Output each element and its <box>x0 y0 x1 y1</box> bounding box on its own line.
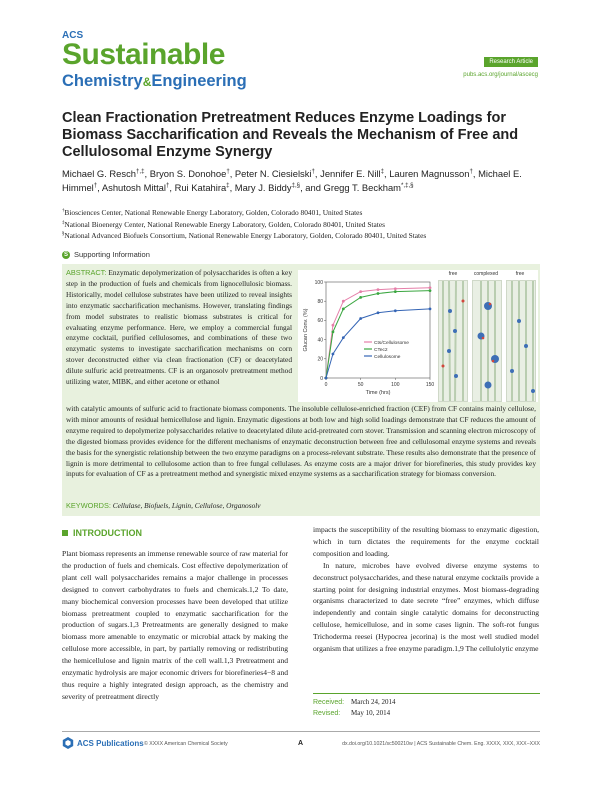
author-affiliation-mark: † <box>93 181 98 189</box>
panel-label-complexed: complexed <box>473 271 499 277</box>
article-type-badge: Research Article <box>484 57 538 67</box>
panel-free-fibers-2 <box>506 280 536 402</box>
supporting-info-icon: S <box>63 251 68 258</box>
y-tick-label: 100 <box>314 279 323 286</box>
y-tick-label: 60 <box>317 318 323 325</box>
revised-date: May 10, 2014 <box>351 709 391 717</box>
abstract-label: ABSTRACT: <box>66 268 107 277</box>
y-tick-label: 20 <box>317 356 323 363</box>
author-name: Jennifer E. Nill <box>320 168 381 179</box>
author-affiliation-mark: † <box>165 181 170 189</box>
legend-label: Cellulosome <box>374 354 401 360</box>
acs-publications-logo[interactable]: ACS Publications <box>62 737 144 749</box>
author-name: Rui Katahira <box>174 182 227 193</box>
author-affiliation-mark: ‡ <box>380 167 384 175</box>
data-point <box>429 289 432 292</box>
author-name: Michael G. Resch <box>62 168 136 179</box>
abstract-box <box>62 264 540 516</box>
data-point <box>359 296 362 299</box>
received-date: March 24, 2014 <box>351 698 396 706</box>
author-name: and Gregg T. Beckham <box>305 182 401 193</box>
y-tick-label: 40 <box>317 337 323 344</box>
affiliations <box>62 207 542 242</box>
y-tick-label: 80 <box>317 299 323 305</box>
data-point <box>394 309 397 312</box>
affiliation-line: ‡National Bioenergy Center, National Renewable Energy Laboratory, Golden, Colorado 80401, United States <box>62 219 385 229</box>
received-dates <box>313 693 540 719</box>
right-column <box>313 524 539 655</box>
page-footer <box>62 731 540 751</box>
logo-chemistry-engineering: Chemistry&Engineering <box>62 72 247 90</box>
revised-label: Revised: <box>313 710 341 717</box>
keywords-list: Cellulase, Biofuels, Lignin, Cellulose, Organosolv <box>112 501 261 510</box>
author-affiliation-mark: ‡ <box>226 181 230 189</box>
panel-free-fibers <box>438 280 468 402</box>
logo-sustainable: Sustainable <box>62 38 225 71</box>
paragraph: impacts the susceptibility of the resulting biomass to enzymatic digestion, which in turn dictates the requirements for the enzyme cocktail composition and loading. <box>313 525 539 558</box>
copyright: © XXXX American Chemical Society <box>144 741 228 747</box>
left-column <box>62 548 288 703</box>
data-point <box>332 353 335 356</box>
data-point <box>377 292 380 295</box>
data-point <box>429 286 432 289</box>
received-label: Received: <box>313 699 345 706</box>
author-affiliation-mark: *,‡,§ <box>401 181 414 189</box>
author-affiliation-mark: † <box>226 167 230 175</box>
data-point <box>342 300 345 303</box>
x-tick-label: 150 <box>425 382 435 388</box>
author-affiliation-mark: † <box>311 167 315 175</box>
data-point <box>359 317 362 320</box>
article-title: Clean Fractionation Pretreatment Reduces Enzyme Loadings for Biomass Saccharification and Reveals the Mechanism of Free and Cellulosomal Enzyme Synergy <box>62 110 519 160</box>
logo-acs: ACS <box>62 30 84 41</box>
data-point <box>342 336 345 339</box>
author-list: Michael G. Resch†,‡, Bryon S. Donohoe†, Peter N. Ciesielski†, Jennifer E. Nill‡, Lauren Magnusson†, Michael E. Himmel†, Ashutosh Mittal†, Rui Katahira‡, Mary J. Biddy‡,§, and Gregg T. Beckham*,‡,§ <box>62 167 522 193</box>
journal-url-link[interactable]: pubs.acs.org/journal/ascecg <box>463 72 538 78</box>
section-square-icon <box>62 530 68 536</box>
data-point <box>332 324 335 327</box>
abstract-full: with catalytic amounts of sulfuric acid to fractionate biomass components. The insoluble cellulose-enriched fraction (CEF) from CF contains mainly cellulose, with minor amounts of residual hemicellulose and lignin. Enzymatic digestions at both low and high solid loadings demonstrate that CF reduces the amount of enzyme required to depolymerize polysaccharides relative to deacetylated dilute acid-pretreated corn stover. Transmission and scanning electron microscopy of the digested biomass provides evidence for the different mechanisms of enzymatic deconstruction between free and cellulosomal enzyme systems and reveals the basis for the synergistic relationship between the two enzyme paradigms on a process-relevant substrate. These results also demonstrate that the presence of lignin is more detrimental to cellulosome action than to free fungal cellulases. As enzyme costs are a major driver for biorefineries, this study provides key inputs for evaluation of CF as a pretreatment method and synergistic mixed enzyme systems as a saccharification strategy for biomass conversion. <box>66 404 536 479</box>
author-name: Peter N. Ciesielski <box>234 168 312 179</box>
author-affiliation-mark: †,‡ <box>135 167 145 175</box>
x-axis-label: Time (hrs) <box>365 390 391 396</box>
abstract-narrow: ABSTRACT: Enzymatic depolymerization of polysaccharides is often a key step in the production of fuels and chemicals from lignocellulosic biomass. Historically, model cellulose substrates have been utilized to reveal insights into enzymatic saccharification mechanisms. However, translating findings from model substrates to realistic biomass substrates is critical for evaluating enzyme performance. Here, we employ a commercial fungal enzyme cocktail, purified cellulosomes, and combinations of these two enzymatic systems to investigate saccharification mechanisms on corn stover deconstructed either via clean fractionation (CF) or deacetylated dilute sulfuric acid pretreatments. CF is an organosolv pretreatment method utilizing water, MIBK, and either acetone or ethanol <box>66 268 292 387</box>
author-affiliation-mark: ‡,§ <box>291 181 301 189</box>
acs-hexagon-icon <box>62 737 74 749</box>
data-point <box>377 311 380 314</box>
data-point <box>359 290 362 293</box>
panel-complexed-fibers <box>472 280 502 402</box>
author-name: Lauren Magnusson <box>389 168 470 179</box>
data-point <box>332 331 335 334</box>
author-name: Michael E. Himmel <box>62 168 522 193</box>
affiliation-line: §National Advanced Biofuels Consortium, National Renewable Energy Laboratory, Golden, Colorado 80401, United States <box>62 231 427 240</box>
data-point <box>342 307 345 310</box>
data-point <box>325 377 328 380</box>
legend-label: CTec2 <box>374 347 388 353</box>
author-name: Ashutosh Mittal <box>101 182 166 193</box>
y-axis-label: Glucan Conv. (%) <box>303 308 309 352</box>
author-name: Bryon S. Donohoe <box>149 168 227 179</box>
doi-link[interactable]: dx.doi.org/10.1021/sc500210w | ACS Sustainable Chem. Eng. XXXX, XXX, XXX−XXX <box>342 741 540 747</box>
introduction-heading: INTRODUCTION <box>62 528 142 538</box>
supporting-information-link[interactable]: S Supporting Information <box>63 250 150 259</box>
paragraph: In nature, microbes have evolved diverse enzyme systems to deconstruct polysaccharides, and these natural enzyme cocktails provide a starting point for designing industrial enzymes. Most biomass-degrading organisms characterized to date secrete “free” enzymes, which diffuse independently and contain single catalytic domains for deconstructing cellulose, hemicellulose, and in some cases lignin. The soft-rot fungus Trichoderma reesei (Hypocrea jecorina) is the most well studied model organism that utilizes a free enzyme paradigm.1,9 The cellulolytic enzyme <box>313 560 539 654</box>
panel-label-free: free <box>448 271 458 277</box>
page-number: A <box>298 740 304 747</box>
data-point <box>377 288 380 291</box>
panel-label-free-2: free <box>515 271 525 277</box>
keywords <box>66 501 536 510</box>
legend-label: Cts/Cellulosome <box>374 340 409 346</box>
x-tick-label: 50 <box>357 382 364 388</box>
glucan-conversion-chart <box>298 270 438 402</box>
toc-graphic <box>298 270 538 402</box>
y-tick-label: 0 <box>320 375 323 382</box>
affiliation-line: †Biosciences Center, National Renewable Energy Laboratory, Golden, Colorado 80401, United States <box>62 208 363 217</box>
author-affiliation-mark: † <box>469 167 473 175</box>
data-point <box>394 287 397 290</box>
author-name: Mary J. Biddy <box>234 182 292 193</box>
microscopy-panels <box>438 270 538 402</box>
journal-logo <box>62 30 247 92</box>
data-point <box>394 290 397 293</box>
keywords-label: KEYWORDS: <box>66 501 111 510</box>
data-point <box>429 307 432 310</box>
paragraph: Plant biomass represents an immense renewable source of raw material for the production of fuels and chemicals. Cost effective depolymerization of plant cell wall polysaccharides remains a major challenge in processes designed to convert carbohydrates to fuels and chemicals.1,2 To date, many biochemical conversion processes have been developed that utilize biomass pretreatment coupled to enzymatic saccharification for the production of sugars.1,3 Pretreatments are generally designed to make biomass more amenable to enzymatic or microbial attack by making the cellulose more accessible, in part, by partially removing or redistributing the hemicellulose and lignin matrix of the cell wall.1,3 Pretreatment and enzymatic hydrolysis are major economic drivers for biorefineries4−8 and thus require a highly integrated design approach, as the chemistry and severity of pretreatment directly <box>62 549 288 701</box>
x-tick-label: 0 <box>324 382 328 388</box>
x-tick-label: 100 <box>391 382 400 388</box>
